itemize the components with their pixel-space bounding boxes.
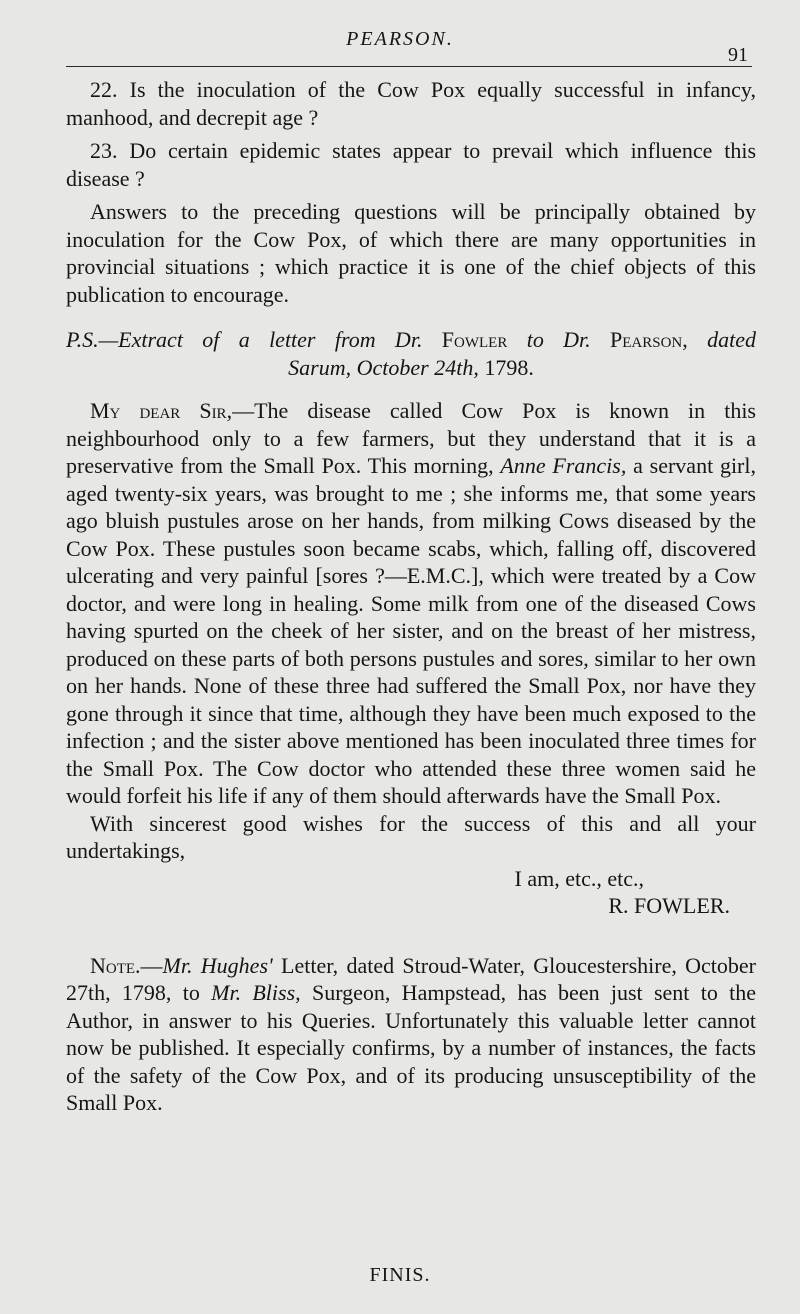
- note-paragraph: [66, 952, 756, 1117]
- note-label: Note.: [90, 952, 141, 978]
- question-number: 22.: [90, 77, 118, 102]
- letter-paragraph-1: [66, 397, 756, 810]
- question-23: [66, 137, 756, 192]
- note-text-a: Letter, dated Stroud-Water, Gloucestershire, October 27th, 1798, to: [66, 952, 756, 1005]
- letter-text-b: a servant girl, aged twenty-six years, was brought to me ; she informs me, that some years ago bluish pustules arose on her hands, from milking Cows diseased by the Cow Pox. These pustules soon became scabs, which, falling off, discovered ulcerating and very painful [sores ?—E.M.C.], which were treated by a Cow doctor, and were long in healing. Some milk from one of the diseased Cows having spurted on the cheek of her sister, and on the breast of her mistress, produced on these parts of both persons pustules and sores, similar to her own on her hands. None of these three had suffered the Small Pox, nor have they gone through it since that time, although they have been much exposed to the infection ; and the sister above mentioned has been inoculated three times for the Small Pox. The Cow doctor who attended these three women said he would forfeit his life if any of them should afterwards have the Small Pox.: [66, 453, 756, 808]
- ps-year: 1798.: [484, 354, 534, 380]
- body-text: [66, 76, 756, 1117]
- note-dash: —: [140, 952, 163, 978]
- letter-signature: R. FOWLER.: [608, 893, 730, 918]
- postscript-heading: [66, 326, 756, 354]
- postscript-dateline: [66, 354, 756, 382]
- question-number: 23.: [90, 138, 118, 163]
- ps-dated: dated: [707, 327, 756, 352]
- letter-closing: I am, etc., etc.,: [514, 865, 644, 891]
- note-text-b: Surgeon, Hampstead, has been just sent to the Author, in answer to his Queries. Unfortunately this valuable letter cannot now be published. It especially confirms, by a number of instances, the facts of the safety of the Cow Pox, and of its producing unsusceptibility of the Small Pox.: [66, 980, 756, 1115]
- ps-to: to Dr.: [526, 327, 591, 352]
- note-mr-bliss: Mr. Bliss,: [211, 980, 301, 1005]
- letter-paragraph-2: With sincerest good wishes for the success of this and all your undertakings,: [66, 810, 756, 863]
- running-title: PEARSON.: [346, 28, 454, 50]
- header-rule: [66, 66, 752, 67]
- ps-to-name: Pearson,: [610, 327, 688, 352]
- finis: FINIS.: [369, 1264, 431, 1286]
- note-mr-hughes: Mr. Hughes': [162, 952, 273, 978]
- ps-label: P.S.: [66, 327, 99, 352]
- page-number: 91: [728, 44, 748, 66]
- letter-salutation: My dear Sir,: [90, 398, 233, 423]
- ps-place-date: Sarum, October 24th,: [288, 354, 479, 380]
- question-22: [66, 76, 756, 131]
- letter-name: Anne Francis,: [500, 453, 627, 478]
- question-text: Is the inoculation of the Cow Pox equally successful in infancy, manhood, and decrepit age ?: [66, 77, 756, 130]
- letter-text-a: —The disease called Cow Pox is known in this neighbourhood only to a few farmers, but they understand that it is a preservative from the Small Pox. This morning,: [66, 398, 756, 478]
- question-text: Do certain epidemic states appear to prevail which influence this disease ?: [66, 138, 757, 191]
- ps-extract: —Extract of a letter from Dr.: [98, 327, 423, 352]
- ps-from-name: Fowler: [441, 327, 508, 352]
- answers-paragraph: Answers to the preceding questions will be principally obtained by inoculation for the Cow Pox, of which there are many opportunities in provincial situations ; which practice it is one of the chief objects of this publication to encourage.: [66, 199, 756, 307]
